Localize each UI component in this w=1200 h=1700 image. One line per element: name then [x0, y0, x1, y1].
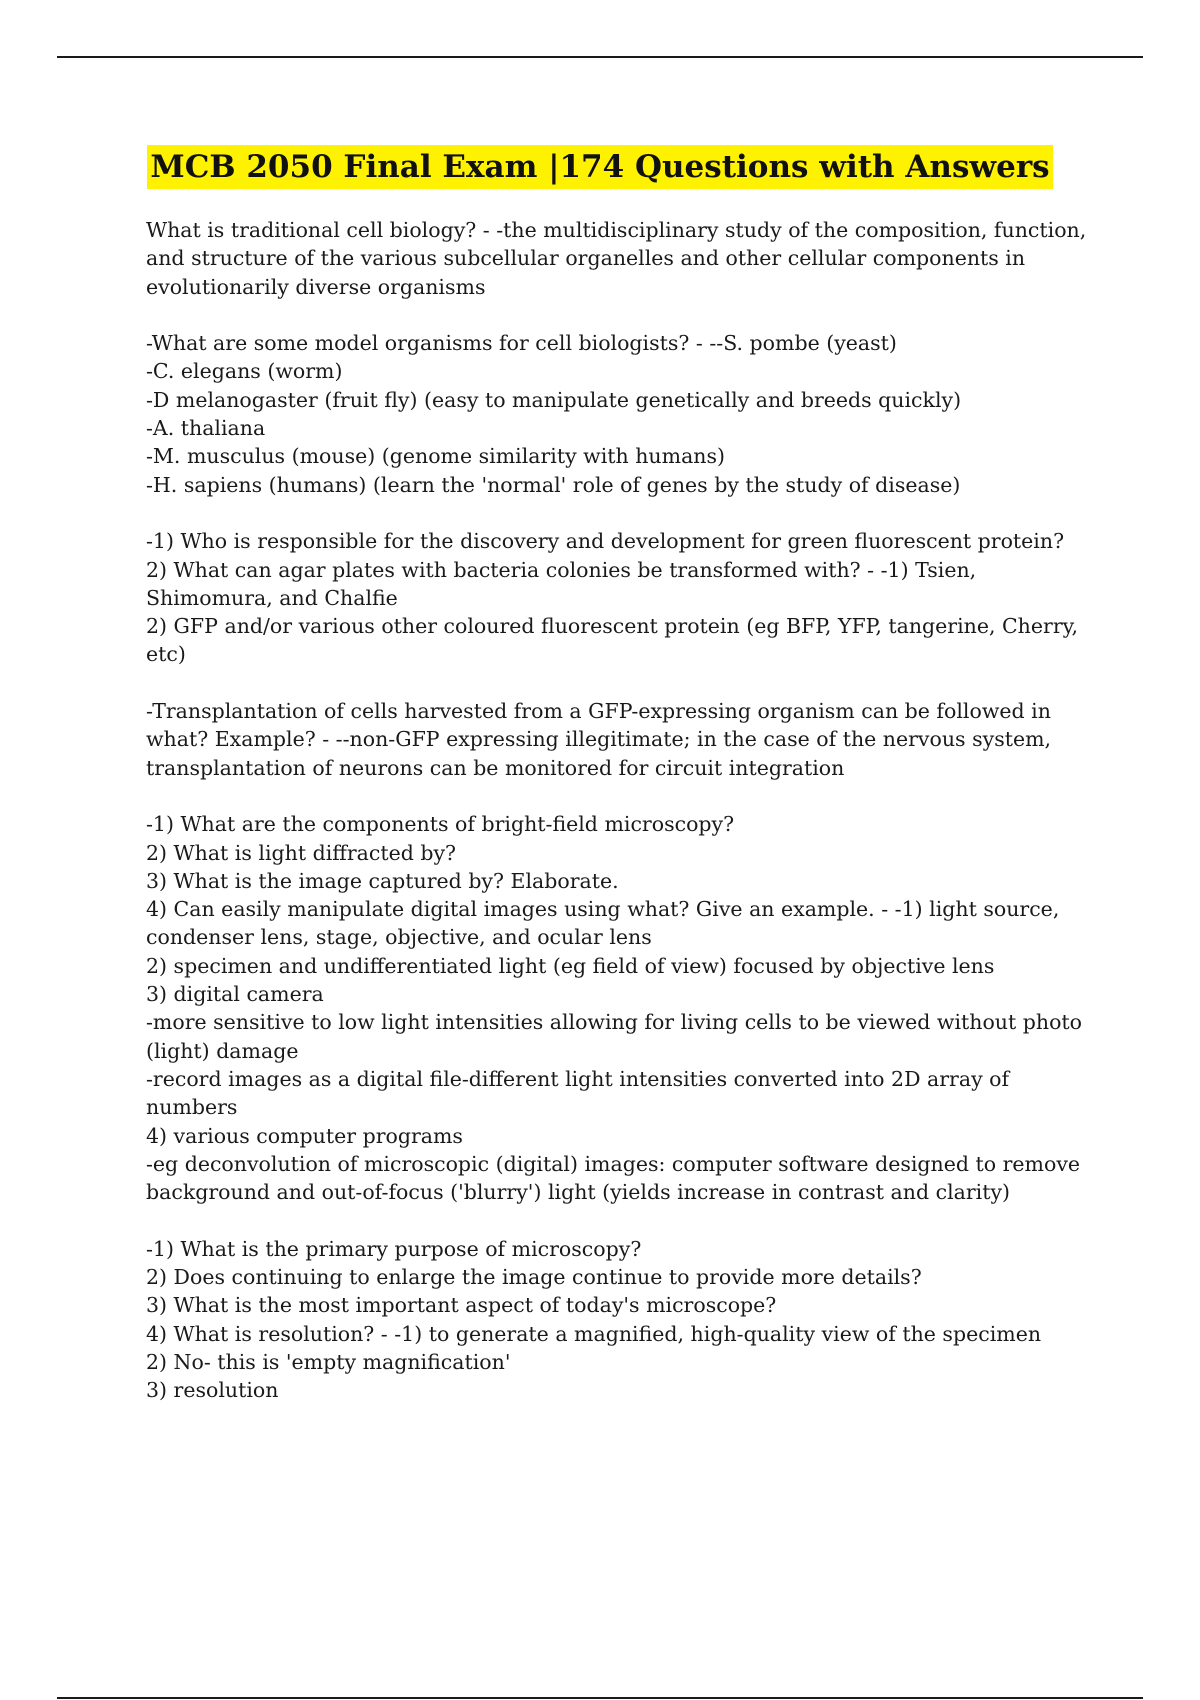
qa-block [146, 216, 1086, 301]
text-line: and structure of the various subcellular organelles and other cellular components in [146, 246, 1026, 271]
text-line: evolutionarily diverse organisms [146, 274, 486, 299]
text-line: -H. sapiens (humans) (learn the 'normal' role of genes by the study of disease) [146, 472, 961, 497]
text-line: -C. elegans (worm) [146, 359, 343, 384]
qa-block [146, 329, 1086, 499]
text-line: numbers [146, 1095, 238, 1120]
text-line: 4) various computer programs [146, 1123, 463, 1148]
text-line: -1) What are the components of bright-field microscopy? [146, 812, 735, 837]
qa-block [146, 810, 1086, 1206]
document-body [146, 216, 1086, 1433]
title-container [0, 145, 1200, 189]
text-line: 2) GFP and/or various other coloured fluorescent protein (eg BFP, YFP, tangerine, Cherry, [146, 614, 1078, 639]
document-title: MCB 2050 Final Exam |174 Questions with Answers [147, 145, 1052, 189]
text-line: background and out-of-focus ('blurry') light (yields increase in contrast and clarity) [146, 1180, 1011, 1205]
text-line: -1) Who is responsible for the discovery and development for green fluorescent protein? [146, 529, 1065, 554]
text-line: -record images as a digital file-different light intensities converted into 2D array of [146, 1066, 1010, 1091]
text-line: etc) [146, 642, 186, 667]
text-line: transplantation of neurons can be monitored for circuit integration [146, 755, 845, 780]
text-line: 2) specimen and undifferentiated light (eg field of view) focused by objective lens [146, 953, 995, 978]
text-line: Shimomura, and Chalfie [146, 585, 398, 610]
text-line: 2) What is light diffracted by? [146, 840, 457, 865]
text-line: condenser lens, stage, objective, and ocular lens [146, 925, 652, 950]
text-line: -1) What is the primary purpose of microscopy? [146, 1236, 642, 1261]
text-line: What is traditional cell biology? - -the multidisciplinary study of the composition, function, [146, 218, 1087, 242]
qa-block [146, 697, 1086, 782]
text-line: 2) No- this is 'empty magnification' [146, 1349, 511, 1374]
footer-rule [57, 1697, 1143, 1699]
text-line: 3) resolution [146, 1378, 279, 1403]
text-line: 3) digital camera [146, 982, 324, 1007]
text-line: 3) What is the image captured by? Elaborate. [146, 868, 619, 893]
text-line: 4) What is resolution? - -1) to generate a magnified, high-quality view of the specimen [146, 1321, 1042, 1346]
text-line: -What are some model organisms for cell biologists? - --S. pombe (yeast) [146, 331, 897, 356]
text-line: -more sensitive to low light intensities allowing for living cells to be viewed without photo [146, 1010, 1083, 1035]
text-line: 2) Does continuing to enlarge the image continue to provide more details? [146, 1264, 922, 1289]
text-line: 2) What can agar plates with bacteria colonies be transformed with? - -1) Tsien, [146, 557, 977, 582]
header-rule [57, 56, 1143, 58]
text-line: (light) damage [146, 1038, 299, 1063]
text-line: -M. musculus (mouse) (genome similarity with humans) [146, 444, 726, 469]
text-line: -A. thaliana [146, 416, 266, 441]
text-line: -eg deconvolution of microscopic (digital) images: computer software designed to remove [146, 1151, 1081, 1176]
text-line: -D melanogaster (fruit fly) (easy to manipulate genetically and breeds quickly) [146, 387, 962, 412]
qa-block [146, 1235, 1086, 1405]
text-line: 4) Can easily manipulate digital images using what? Give an example. - -1) light source, [146, 897, 1060, 922]
qa-block [146, 527, 1086, 668]
text-line: -Transplantation of cells harvested from a GFP-expressing organism can be followed in [146, 699, 1051, 724]
text-line: what? Example? - --non-GFP expressing illegitimate; in the case of the nervous system, [146, 727, 1052, 752]
text-line: 3) What is the most important aspect of today's microscope? [146, 1293, 777, 1318]
